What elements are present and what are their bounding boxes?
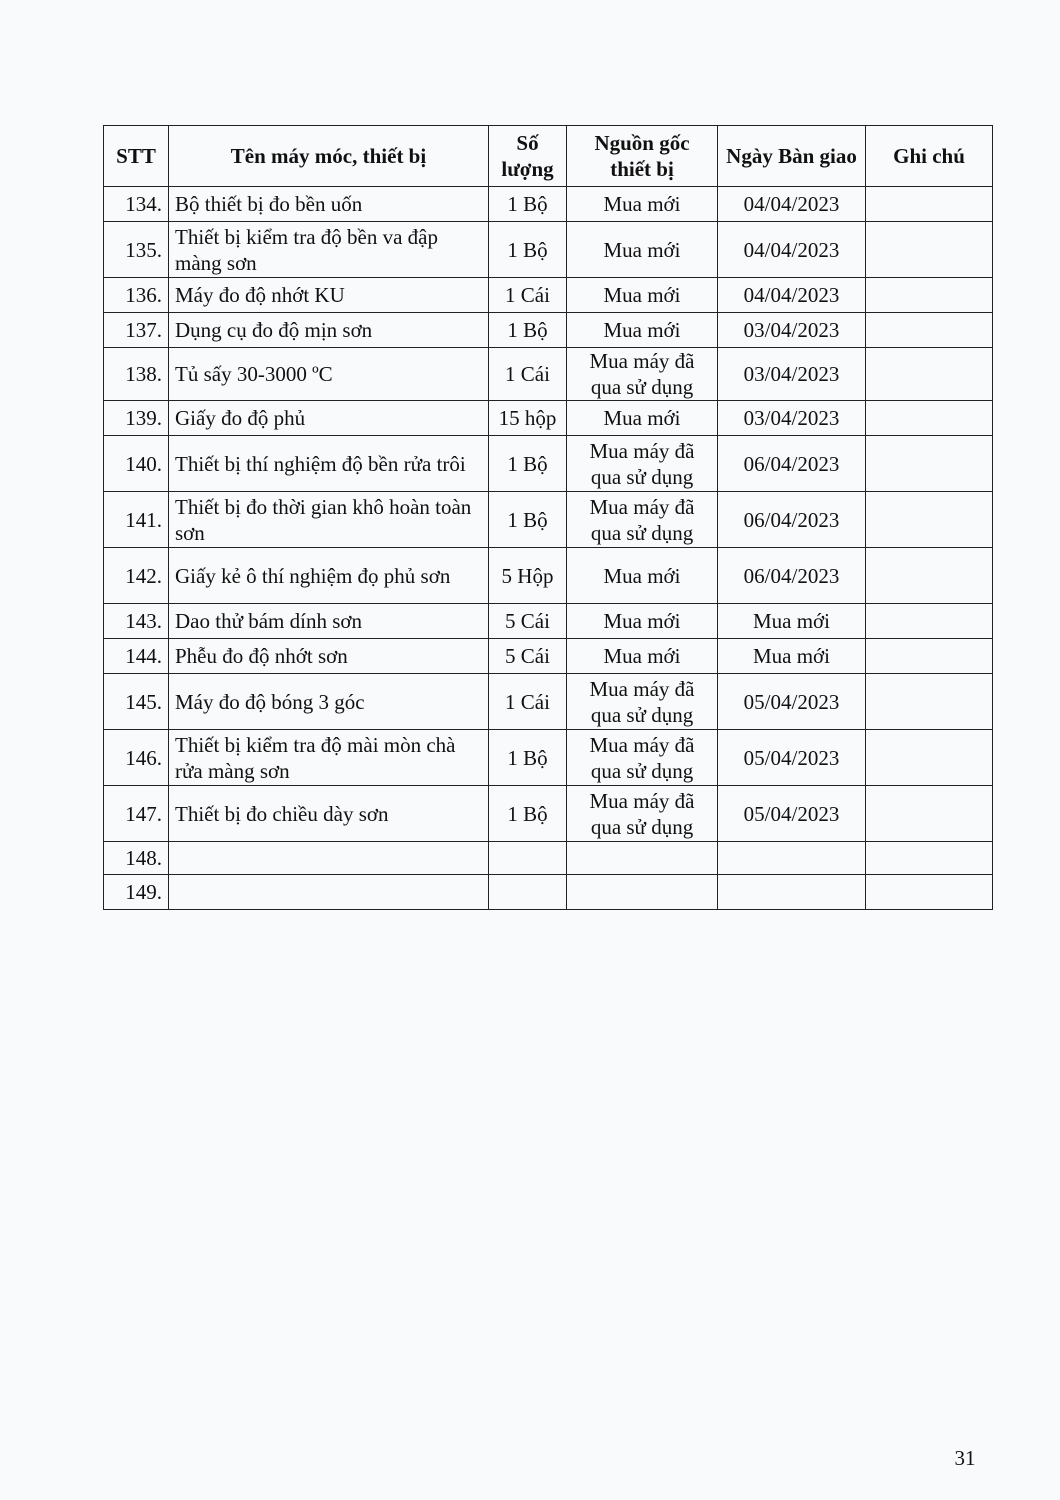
cell-origin: Mua mới [567, 401, 718, 436]
table-row [104, 674, 993, 730]
table-row [104, 492, 993, 548]
cell-name: Thiết bị đo thời gian khô hoàn toàn sơn [169, 492, 489, 548]
cell-note [866, 730, 993, 786]
cell-stt: 142. [104, 548, 169, 604]
table-body [104, 187, 993, 910]
cell-origin: Mua mới [567, 604, 718, 639]
cell-date: Mua mới [718, 639, 866, 674]
table-row [104, 348, 993, 401]
cell-date: 06/04/2023 [718, 436, 866, 492]
page-number: 31 [954, 1446, 976, 1470]
cell-note [866, 348, 993, 401]
table-row [104, 436, 993, 492]
cell-name: Dao thử bám dính sơn [169, 604, 489, 639]
cell-note [866, 674, 993, 730]
table-row [104, 604, 993, 639]
cell-note [866, 604, 993, 639]
cell-name [169, 842, 489, 875]
table-row [104, 222, 993, 278]
cell-name: Dụng cụ đo độ mịn sơn [169, 313, 489, 348]
cell-qty: 1 Cái [489, 278, 567, 313]
cell-origin: Mua máy đã qua sử dụng [567, 492, 718, 548]
cell-qty [489, 842, 567, 875]
cell-stt: 144. [104, 639, 169, 674]
cell-qty: 1 Bộ [489, 222, 567, 278]
cell-date: 03/04/2023 [718, 401, 866, 436]
cell-stt: 140. [104, 436, 169, 492]
table-row [104, 730, 993, 786]
table-row [104, 187, 993, 222]
cell-origin: Mua máy đã qua sử dụng [567, 786, 718, 842]
cell-date: 06/04/2023 [718, 548, 866, 604]
cell-qty [489, 875, 567, 910]
table-row [104, 639, 993, 674]
table-row [104, 842, 993, 875]
cell-origin: Mua mới [567, 222, 718, 278]
cell-qty: 1 Bộ [489, 187, 567, 222]
cell-qty: 15 hộp [489, 401, 567, 436]
table-row [104, 875, 993, 910]
cell-note [866, 401, 993, 436]
cell-name: Máy đo độ nhớt KU [169, 278, 489, 313]
cell-qty: 1 Cái [489, 674, 567, 730]
cell-qty: 5 Cái [489, 604, 567, 639]
table-row [104, 278, 993, 313]
cell-name [169, 875, 489, 910]
cell-qty: 5 Cái [489, 639, 567, 674]
cell-name: Máy đo độ bóng 3 góc [169, 674, 489, 730]
cell-stt: 145. [104, 674, 169, 730]
cell-name: Phễu đo độ nhớt sơn [169, 639, 489, 674]
cell-date: 04/04/2023 [718, 187, 866, 222]
cell-note [866, 436, 993, 492]
header-name: Tên máy móc, thiết bị [169, 126, 489, 187]
cell-date: 05/04/2023 [718, 674, 866, 730]
cell-qty: 1 Bộ [489, 492, 567, 548]
cell-origin: Mua máy đã qua sử dụng [567, 436, 718, 492]
cell-date: 04/04/2023 [718, 278, 866, 313]
cell-note [866, 875, 993, 910]
cell-date [718, 842, 866, 875]
cell-name: Giấy kẻ ô thí nghiệm đọ phủ sơn [169, 548, 489, 604]
table-row [104, 786, 993, 842]
cell-qty: 1 Bộ [489, 730, 567, 786]
header-note: Ghi chú [866, 126, 993, 187]
cell-name: Thiết bị kiểm tra độ bền va đập màng sơn [169, 222, 489, 278]
cell-origin: Mua máy đã qua sử dụng [567, 730, 718, 786]
cell-name: Thiết bị đo chiều dày sơn [169, 786, 489, 842]
equipment-table [103, 125, 993, 910]
cell-note [866, 313, 993, 348]
cell-date: 06/04/2023 [718, 492, 866, 548]
cell-note [866, 842, 993, 875]
cell-qty: 1 Cái [489, 348, 567, 401]
cell-name: Tủ sấy 30-3000 ºC [169, 348, 489, 401]
cell-origin: Mua mới [567, 548, 718, 604]
cell-stt: 143. [104, 604, 169, 639]
cell-date: 03/04/2023 [718, 348, 866, 401]
header-origin: Nguồn gốc thiết bị [567, 126, 718, 187]
cell-date: 03/04/2023 [718, 313, 866, 348]
cell-stt: 137. [104, 313, 169, 348]
table-row [104, 313, 993, 348]
cell-origin: Mua mới [567, 313, 718, 348]
cell-origin: Mua mới [567, 278, 718, 313]
cell-qty: 1 Bộ [489, 313, 567, 348]
table-row [104, 401, 993, 436]
cell-note [866, 639, 993, 674]
header-date: Ngày Bàn giao [718, 126, 866, 187]
cell-stt: 141. [104, 492, 169, 548]
cell-origin: Mua máy đã qua sử dụng [567, 674, 718, 730]
cell-date: 04/04/2023 [718, 222, 866, 278]
cell-stt: 149. [104, 875, 169, 910]
cell-stt: 146. [104, 730, 169, 786]
cell-name: Thiết bị thí nghiệm độ bền rửa trôi [169, 436, 489, 492]
cell-qty: 1 Bộ [489, 786, 567, 842]
cell-stt: 139. [104, 401, 169, 436]
cell-note [866, 786, 993, 842]
cell-qty: 1 Bộ [489, 436, 567, 492]
cell-origin: Mua mới [567, 639, 718, 674]
cell-note [866, 222, 993, 278]
cell-origin: Mua mới [567, 187, 718, 222]
header-stt: STT [104, 126, 169, 187]
cell-stt: 138. [104, 348, 169, 401]
cell-note [866, 278, 993, 313]
cell-note [866, 187, 993, 222]
cell-qty: 5 Hộp [489, 548, 567, 604]
table-header-row [104, 126, 993, 187]
cell-origin [567, 875, 718, 910]
cell-stt: 147. [104, 786, 169, 842]
cell-stt: 148. [104, 842, 169, 875]
cell-origin: Mua máy đã qua sử dụng [567, 348, 718, 401]
cell-name: Bộ thiết bị đo bền uốn [169, 187, 489, 222]
table-row [104, 548, 993, 604]
cell-stt: 134. [104, 187, 169, 222]
cell-note [866, 492, 993, 548]
cell-stt: 135. [104, 222, 169, 278]
cell-date [718, 875, 866, 910]
cell-name: Giấy đo độ phủ [169, 401, 489, 436]
cell-stt: 136. [104, 278, 169, 313]
cell-name: Thiết bị kiểm tra độ mài mòn chà rửa màng sơn [169, 730, 489, 786]
cell-date: 05/04/2023 [718, 786, 866, 842]
cell-note [866, 548, 993, 604]
header-qty: Số lượng [489, 126, 567, 187]
cell-date: 05/04/2023 [718, 730, 866, 786]
cell-date: Mua mới [718, 604, 866, 639]
cell-origin [567, 842, 718, 875]
